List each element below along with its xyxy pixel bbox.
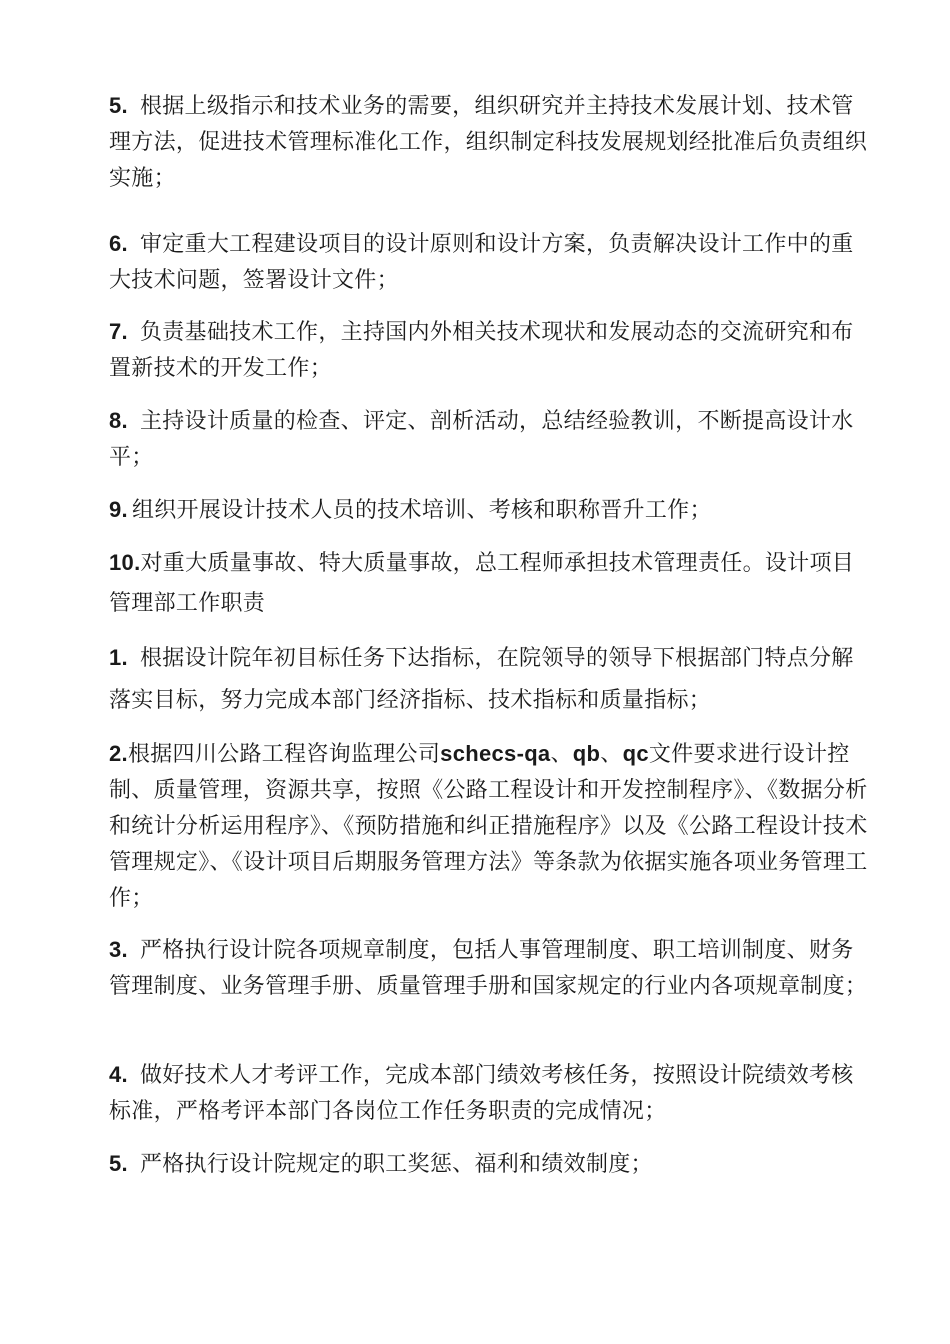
code-qb: qb bbox=[572, 741, 601, 766]
separator: 、 bbox=[550, 742, 573, 767]
item-text: 严格执行设计院各项规章制度，包括人事管理制度、职工培训制度、财务管理制度、业务管理手册、质量管理手册和国家规定的行业内各项规章制度； bbox=[109, 938, 868, 999]
item-number: 3. bbox=[109, 937, 128, 962]
paragraph-item-10 bbox=[109, 543, 869, 624]
item-number: 8. bbox=[109, 408, 128, 433]
item-text: 严格执行设计院规定的职工奖惩、福利和绩效制度； bbox=[139, 1152, 653, 1177]
item-text: 根据设计院年初目标任务下达指标，在院领导的领导下根据部门特点分解落实目标，努力完成本部门经济指标、技术指标和质量指标； bbox=[109, 646, 854, 713]
item-number: 4. bbox=[109, 1062, 128, 1087]
paragraph-item-7 bbox=[109, 314, 869, 387]
paragraph-item-9 bbox=[109, 492, 869, 529]
code-schecs-qa: schecs-qa bbox=[440, 741, 551, 766]
item-number: 5. bbox=[109, 1151, 128, 1176]
item-number: 1. bbox=[109, 645, 128, 670]
item-number: 9. bbox=[109, 497, 128, 522]
item-text: 负责基础技术工作，主持国内外相关技术现状和发展动态的交流研究和布置新技术的开发工作； bbox=[109, 320, 854, 381]
paragraph-item-4 bbox=[109, 1057, 869, 1130]
item-text: 做好技术人才考评工作，完成本部门绩效考核任务，按照设计院绩效考核标准，严格考评本部门各岗位工作任务职责的完成情况； bbox=[109, 1063, 854, 1124]
item-text: 文件要求进行设计控制、质量管理，资源共享，按照《公路工程设计和开发控制程序》、《数据分析和统计分析运用程序》、《预防措施和纠正措施程序》以及《公路工程设计技术管理规定》、《设计项目后期服务管理方法》等条款为依据实施各项业务管理工作； bbox=[109, 742, 868, 911]
item-text: 组织开展设计技术人员的技术培训、考核和职称晋升工作； bbox=[131, 498, 712, 523]
item-text: 根据四川公路工程咨询监理公司 bbox=[127, 742, 441, 767]
paragraph-item-6 bbox=[109, 226, 869, 299]
item-text: 根据上级指示和技术业务的需要，组织研究并主持技术发展计划、技术管理方法，促进技术管理标准化工作，组织制定科技发展规划经批准后负责组织实施； bbox=[109, 94, 868, 191]
item-text: 审定重大工程建设项目的设计原则和设计方案，负责解决设计工作中的重大技术问题，签署设计文件； bbox=[109, 232, 854, 293]
paragraph-item-3 bbox=[109, 932, 869, 1005]
code-qc: qc bbox=[622, 741, 649, 766]
item-number: 7. bbox=[109, 319, 128, 344]
item-number: 5. bbox=[109, 93, 128, 118]
paragraph-item-5b bbox=[109, 1146, 869, 1183]
item-text: 对重大质量事故、特大质量事故，总工程师承担技术管理责任。设计项目管理部工作职责 bbox=[109, 551, 855, 616]
item-text: 主持设计质量的检查、评定、剖析活动，总结经验教训，不断提高设计水平； bbox=[109, 409, 854, 470]
paragraph-item-1 bbox=[109, 637, 869, 722]
paragraph-item-5 bbox=[109, 88, 869, 197]
item-number: 6. bbox=[109, 231, 128, 256]
separator: 、 bbox=[600, 742, 623, 767]
item-number: 2. bbox=[109, 741, 128, 766]
paragraph-item-8 bbox=[109, 403, 869, 476]
item-number: 10. bbox=[109, 550, 141, 575]
paragraph-item-2 bbox=[109, 736, 869, 917]
